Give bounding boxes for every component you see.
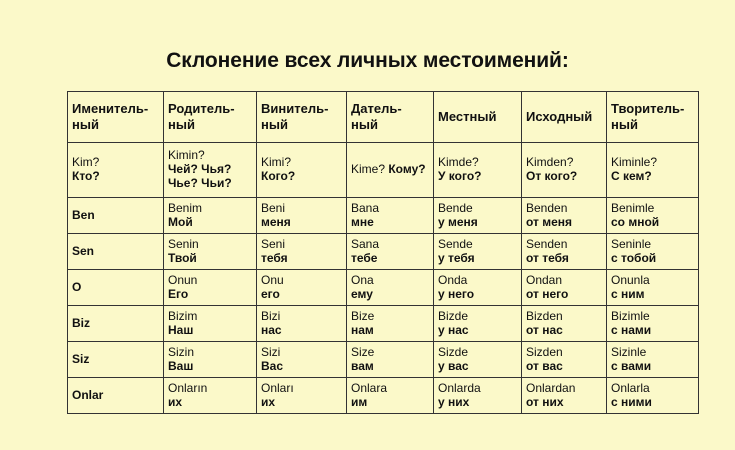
table-cell: Sizin Ваш — [164, 342, 257, 378]
table-cell: Ondan от него — [522, 270, 607, 306]
table-cell: Ona ему — [347, 270, 434, 306]
table-cell: Sizde у вас — [434, 342, 522, 378]
header-instrumental: Творитель- ный — [607, 92, 699, 143]
table-cell: Onlara им — [347, 378, 434, 414]
table-cell: Bende у меня — [434, 198, 522, 234]
table-cell: Sende у тебя — [434, 234, 522, 270]
table-cell: Onun Его — [164, 270, 257, 306]
header-row — [68, 92, 699, 143]
table-cell: Kim? Кто? — [68, 143, 164, 198]
pronoun-cell: Sen — [68, 234, 164, 270]
pronoun-cell: Ben — [68, 198, 164, 234]
table-row — [68, 378, 699, 414]
table-cell: Bizden от нас — [522, 306, 607, 342]
table-cell: Onlarla с ними — [607, 378, 699, 414]
declension-table — [67, 91, 699, 414]
table-cell: Benimle со мной — [607, 198, 699, 234]
table-cell: Kimi? Кого? — [257, 143, 347, 198]
table-cell: Beni меня — [257, 198, 347, 234]
table-row — [68, 306, 699, 342]
table-cell: Onlardan от них — [522, 378, 607, 414]
table-cell: Onların их — [164, 378, 257, 414]
table-row — [68, 198, 699, 234]
table-cell: Kimde? У кого? — [434, 143, 522, 198]
table-cell: Seninle с тобой — [607, 234, 699, 270]
table-cell: Bizi нас — [257, 306, 347, 342]
table-row — [68, 234, 699, 270]
header-nominative: Именитель- ный — [68, 92, 164, 143]
pronoun-cell: Onlar — [68, 378, 164, 414]
table-cell: Onu его — [257, 270, 347, 306]
table-cell: Senin Твой — [164, 234, 257, 270]
table-cell: Sizinle с вами — [607, 342, 699, 378]
table-row — [68, 270, 699, 306]
table-cell: Sizi Вас — [257, 342, 347, 378]
table-cell: Bizimle с нами — [607, 306, 699, 342]
table-row-kim — [68, 143, 699, 198]
table-cell: Sizden от вас — [522, 342, 607, 378]
table-cell: Kimden? От кого? — [522, 143, 607, 198]
table-cell: Onlarda у них — [434, 378, 522, 414]
table-cell: Bana мне — [347, 198, 434, 234]
pronoun-cell: Siz — [68, 342, 164, 378]
table-row — [68, 342, 699, 378]
table-cell: Sana тебе — [347, 234, 434, 270]
table-cell: Bize нам — [347, 306, 434, 342]
header-ablative: Исходный — [522, 92, 607, 143]
table-cell: Kime? Кому? — [347, 143, 434, 198]
table-cell: Seni тебя — [257, 234, 347, 270]
table-cell: Kimin? Чей? Чья? Чье? Чьи? — [164, 143, 257, 198]
table-cell: Senden от тебя — [522, 234, 607, 270]
header-locative: Местный — [434, 92, 522, 143]
table-cell: Bizde у нас — [434, 306, 522, 342]
table-cell: Size вам — [347, 342, 434, 378]
pronoun-rows — [68, 198, 699, 414]
table-cell: Onda у него — [434, 270, 522, 306]
pronoun-cell: Biz — [68, 306, 164, 342]
pronoun-cell: O — [68, 270, 164, 306]
table-cell: Benden от меня — [522, 198, 607, 234]
table-cell: Onunla с ним — [607, 270, 699, 306]
header-accusative: Винитель- ный — [257, 92, 347, 143]
table-cell: Onları их — [257, 378, 347, 414]
page-title: Склонение всех личных местоимений: — [166, 49, 569, 72]
table-cell: Bizim Наш — [164, 306, 257, 342]
table-cell: Kiminle? С кем? — [607, 143, 699, 198]
header-genitive: Родитель- ный — [164, 92, 257, 143]
table-cell: Benim Мой — [164, 198, 257, 234]
header-dative: Датель- ный — [347, 92, 434, 143]
